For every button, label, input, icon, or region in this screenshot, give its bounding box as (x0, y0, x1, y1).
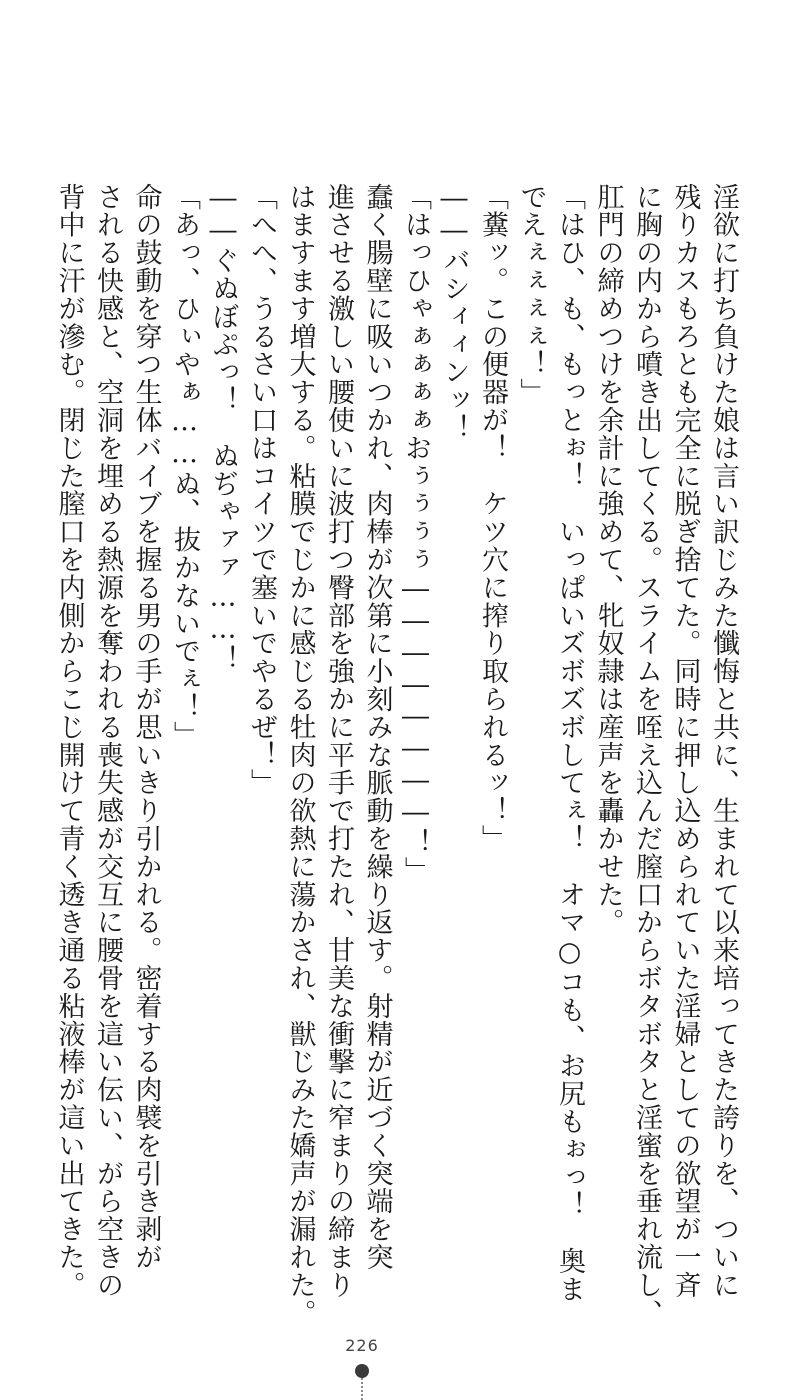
page-marker (355, 1364, 369, 1400)
text-line: 「糞ッ。この便器が！ ケツ穴に搾り取られるッ！」 (477, 183, 508, 853)
text-line: に胸の内から噴き出してくる。スライムを咥え込んだ膣口からボタボタと淫蜜を垂れ流し、 (631, 183, 662, 1327)
text-line: 淫欲に打ち負けた娘は言い訳じみた懺悔と共に、生まれて以来培ってきた誇りを、ついに (708, 183, 739, 1299)
text-line: 「はひ、も、もっとぉ！ いっぱいズボズボしてぇ！ オマ○コも、お尻もぉっ！ 奥ま (554, 183, 585, 1303)
text-line: 残りカスもろとも完全に脱ぎ捨てた。同時に押し込められていた淫婦としての欲望が一斉 (669, 183, 701, 1299)
text-line: ――バシィィンッ！ (438, 183, 470, 443)
text-line: 肛門の締めつけを余計に強めて、牝奴隷は産声を轟かせた。 (592, 183, 624, 937)
text-line: 背中に汗が滲む。閉じた膣口を内側からこじ開けて青く透き通る粘液棒が這い出てきた。 (53, 183, 85, 1299)
marker-dot-icon (355, 1364, 369, 1378)
text-line: される快感と、空洞を埋める熱源を奪われる喪失感が交互に腰骨を這い伝い、がら空きの (92, 183, 123, 1299)
marker-line (361, 1378, 363, 1400)
text-line: 「はっひゃぁぁぁぁおぅぅぅぅ――――――――！」 (400, 183, 431, 885)
text-line: ――ぐぬぼぷっ！ ぬぢゃァァ……！ (207, 183, 239, 674)
text-line: 「へへ、うるさい口はコイツで塞いでやるぜ！」 (246, 183, 277, 797)
text-line: 進させる激しい腰使いに波打つ臀部を強かに平手で打たれ、甘美な衝撃に窄まりの締まり (323, 183, 354, 1299)
text-line: でえぇぇぇぇ！」 (515, 183, 547, 407)
text-line: はますます増大する。粘膜でじかに感じる牡肉の欲熱に蕩かされ、獣じみた嬌声が漏れた。 (284, 183, 316, 1327)
text-line: 蠢く腸壁に吸いつかれ、肉棒が次第に小刻みな脈動を繰り返す。射精が近づく突端を突 (361, 183, 393, 1272)
text-line: 「あっ、ひぃやぁ……ぬ、抜かないでぇ！」 (169, 183, 200, 749)
body-text (53, 183, 739, 1327)
page-number: 226 (345, 1336, 379, 1355)
text-line: 命の鼓動を穿つ生体バイブを握る男の手が思いきり引かれる。密着する肉襞を引き剥が (130, 183, 162, 1272)
